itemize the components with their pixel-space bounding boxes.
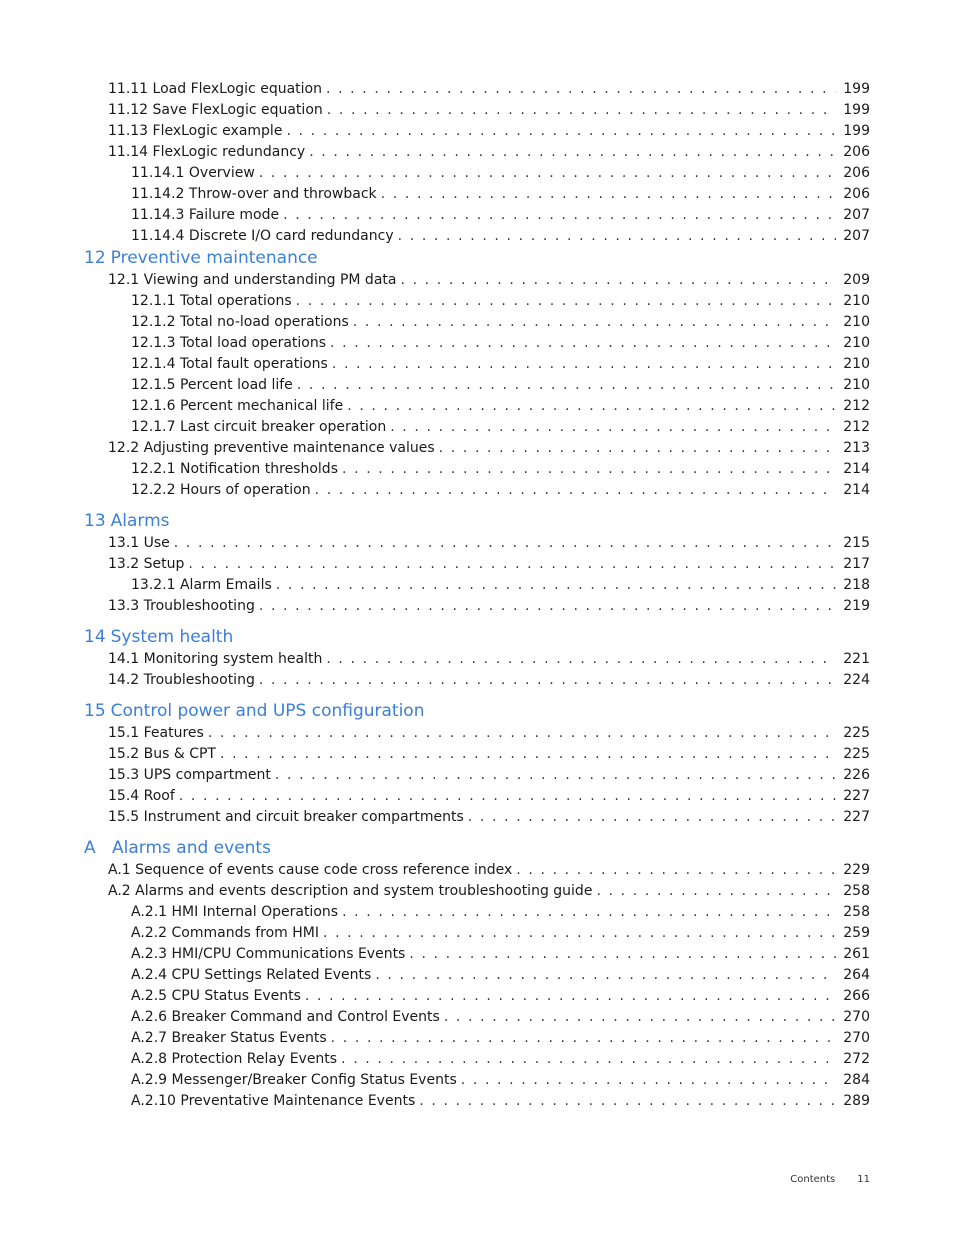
toc-entry-label: 11.14.2 Throw-over and throwback	[131, 186, 377, 202]
toc-entry-page-number: 218	[843, 577, 870, 593]
dot-leader	[419, 1091, 836, 1112]
dot-leader	[188, 554, 836, 575]
toc-entry-label: 11.14.3 Failure mode	[131, 207, 280, 223]
toc-entry-label: 12.1 Viewing and understanding PM data	[108, 272, 397, 288]
chapter-heading[interactable]	[84, 247, 870, 270]
toc-entry-page-number: 221	[843, 651, 870, 667]
toc-entry-label: 11.14.4 Discrete I/O card redundancy	[131, 228, 394, 244]
dot-leader	[331, 1028, 836, 1049]
toc-entry-label: 11.11 Load FlexLogic equation	[108, 81, 322, 97]
toc-entry[interactable]	[84, 121, 870, 142]
dot-leader	[409, 944, 836, 965]
toc-entry-label: A.2.5 CPU Status Events	[131, 988, 301, 1004]
toc-entry[interactable]	[84, 438, 870, 459]
toc-entry-page-number: 266	[843, 988, 870, 1004]
footer-section-label: Contents	[790, 1174, 836, 1185]
toc-chapter	[84, 247, 870, 501]
toc-entry[interactable]	[84, 1028, 870, 1049]
toc-entry-label: 12.2.1 Notification thresholds	[131, 461, 338, 477]
dot-leader	[461, 1070, 836, 1091]
dot-leader	[342, 459, 836, 480]
dot-leader	[596, 881, 836, 902]
toc-entry-page-number: 289	[843, 1093, 870, 1109]
toc-entry[interactable]	[84, 270, 870, 291]
toc-chapters	[84, 247, 870, 1112]
toc-entry-page-number: 214	[843, 461, 870, 477]
toc-entry-label: A.2.7 Breaker Status Events	[131, 1030, 327, 1046]
toc-entry-label: A.1 Sequence of events cause code cross reference index	[108, 862, 513, 878]
toc-entry-page-number: 199	[843, 123, 870, 139]
dot-leader	[208, 723, 836, 744]
toc-entry[interactable]	[84, 881, 870, 902]
dot-leader	[439, 438, 836, 459]
toc-entry-page-number: 219	[843, 598, 870, 614]
dot-leader	[326, 79, 836, 100]
toc-entry-page-number: 259	[843, 925, 870, 941]
toc-entry[interactable]	[84, 375, 870, 396]
toc-entry-page-number: 258	[843, 883, 870, 899]
toc-entry-label: 11.14 FlexLogic redundancy	[108, 144, 306, 160]
toc-continued-section	[84, 79, 870, 247]
toc-entry-label: 13.2.1 Alarm Emails	[131, 577, 272, 593]
toc-entry-label: 15.3 UPS compartment	[108, 767, 271, 783]
toc-entry-label: A.2.8 Protection Relay Events	[131, 1051, 338, 1067]
toc-chapter	[84, 700, 870, 828]
dot-leader	[259, 163, 836, 184]
toc-entry-label: 12.1.2 Total no-load operations	[131, 314, 349, 330]
toc-entry-label: 12.2 Adjusting preventive maintenance values	[108, 440, 435, 456]
toc-entry-label: 14.1 Monitoring system health	[108, 651, 323, 667]
dot-leader	[259, 670, 836, 691]
toc-chapter	[84, 837, 870, 1112]
toc-entry[interactable]	[84, 986, 870, 1007]
toc-entry[interactable]	[84, 723, 870, 744]
dot-leader	[275, 765, 836, 786]
toc-entry-page-number: 217	[843, 556, 870, 572]
toc-entry-label: 13.1 Use	[108, 535, 170, 551]
toc-entry-page-number: 210	[843, 314, 870, 330]
dot-leader	[390, 417, 836, 438]
dot-leader	[330, 333, 836, 354]
toc-entry[interactable]	[84, 744, 870, 765]
dot-leader	[400, 270, 836, 291]
toc-entry[interactable]	[84, 1007, 870, 1028]
toc-entry-page-number: 213	[843, 440, 870, 456]
toc-entry[interactable]	[84, 396, 870, 417]
toc-entry-page-number: 210	[843, 356, 870, 372]
toc-entry-page-number: 199	[843, 81, 870, 97]
dot-leader	[347, 396, 836, 417]
toc-entry[interactable]	[84, 860, 870, 881]
toc-entry[interactable]	[84, 807, 870, 828]
toc-entry-label: A.2.3 HMI/CPU Communications Events	[131, 946, 406, 962]
toc-entry[interactable]	[84, 554, 870, 575]
toc-entry-label: 12.2.2 Hours of operation	[131, 482, 311, 498]
toc-entry-label: 11.14.1 Overview	[131, 165, 255, 181]
chapter-title: Control power and UPS configuration	[110, 701, 425, 721]
dot-leader	[326, 649, 836, 670]
chapter-number: 12	[84, 248, 106, 268]
dot-leader	[327, 100, 836, 121]
toc-entry[interactable]	[84, 1070, 870, 1091]
dot-leader	[283, 205, 836, 226]
toc-entry[interactable]	[84, 226, 870, 247]
toc-entry-page-number: 207	[843, 228, 870, 244]
toc-entry-label: 15.4 Roof	[108, 788, 175, 804]
toc-entry[interactable]	[84, 163, 870, 184]
toc-entry-page-number: 226	[843, 767, 870, 783]
toc-entry-page-number: 207	[843, 207, 870, 223]
toc-entry-page-number: 212	[843, 398, 870, 414]
toc-entry[interactable]	[84, 670, 870, 691]
dot-leader	[323, 923, 836, 944]
toc-entry-page-number: 261	[843, 946, 870, 962]
dot-leader	[381, 184, 836, 205]
dot-leader	[305, 986, 836, 1007]
toc-entry-page-number: 206	[843, 186, 870, 202]
toc-entry[interactable]	[84, 596, 870, 617]
toc-entry[interactable]	[84, 923, 870, 944]
chapter-heading[interactable]	[84, 700, 870, 723]
toc-entry[interactable]	[84, 100, 870, 121]
toc-entry-page-number: 258	[843, 904, 870, 920]
dot-leader	[286, 121, 836, 142]
page-footer	[790, 1174, 870, 1185]
chapter-number: A	[84, 838, 96, 858]
toc-entry[interactable]	[84, 533, 870, 554]
dot-leader	[174, 533, 836, 554]
dot-leader	[297, 375, 836, 396]
footer-page-number: 11	[857, 1174, 870, 1185]
toc-entry-page-number: 284	[843, 1072, 870, 1088]
toc-entry[interactable]	[84, 184, 870, 205]
toc-entry-label: 15.1 Features	[108, 725, 204, 741]
chapter-heading[interactable]	[84, 626, 870, 649]
toc-entry-label: 15.2 Bus & CPT	[108, 746, 216, 762]
toc-entry[interactable]	[84, 142, 870, 163]
toc-entry-page-number: 225	[843, 746, 870, 762]
toc-entry-page-number: 199	[843, 102, 870, 118]
toc-entry-page-number: 206	[843, 144, 870, 160]
toc-entry[interactable]	[84, 765, 870, 786]
toc-entry-label: 12.1.7 Last circuit breaker operation	[131, 419, 387, 435]
toc-entry[interactable]	[84, 649, 870, 670]
toc-entry[interactable]	[84, 965, 870, 986]
chapter-number: 15	[84, 701, 106, 721]
toc-entry[interactable]	[84, 944, 870, 965]
toc-entry-label: 15.5 Instrument and circuit breaker compartments	[108, 809, 464, 825]
chapter-number: 13	[84, 511, 106, 531]
toc-entry-label: 13.3 Troubleshooting	[108, 598, 255, 614]
toc-entry[interactable]	[84, 79, 870, 100]
toc-entry-page-number: 270	[843, 1030, 870, 1046]
toc-entry-label: 12.1.3 Total load operations	[131, 335, 327, 351]
toc-entry[interactable]	[84, 1091, 870, 1112]
chapter-heading[interactable]	[84, 510, 870, 533]
toc-entry-page-number: 209	[843, 272, 870, 288]
toc-entry[interactable]	[84, 205, 870, 226]
toc-entry-page-number: 224	[843, 672, 870, 688]
chapter-title: Alarms	[110, 511, 170, 531]
toc-entry-label: A.2.4 CPU Settings Related Events	[131, 967, 372, 983]
toc-entry[interactable]	[84, 291, 870, 312]
chapter-title: Alarms and events	[112, 838, 271, 858]
toc-entry-page-number: 206	[843, 165, 870, 181]
dot-leader	[179, 786, 836, 807]
toc-entry-label: A.2.1 HMI Internal Operations	[131, 904, 339, 920]
dot-leader	[398, 226, 836, 247]
toc-entry-page-number: 210	[843, 335, 870, 351]
dot-leader	[342, 902, 836, 923]
dot-leader	[516, 860, 836, 881]
toc-entry-page-number: 227	[843, 809, 870, 825]
toc-entry-page-number: 270	[843, 1009, 870, 1025]
toc-entry-label: A.2.6 Breaker Command and Control Events	[131, 1009, 440, 1025]
toc-entry-page-number: 272	[843, 1051, 870, 1067]
toc-entry[interactable]	[84, 786, 870, 807]
toc-entry[interactable]	[84, 1049, 870, 1070]
dot-leader	[220, 744, 836, 765]
dot-leader	[332, 354, 836, 375]
dot-leader	[276, 575, 836, 596]
toc-entry-label: A.2.10 Preventative Maintenance Events	[131, 1093, 416, 1109]
toc-entry[interactable]	[84, 333, 870, 354]
dot-leader	[468, 807, 836, 828]
toc-entry-label: 11.12 Save FlexLogic equation	[108, 102, 323, 118]
toc-entry[interactable]	[84, 417, 870, 438]
toc-entry-label: A.2 Alarms and events description and system troubleshooting guide	[108, 883, 593, 899]
toc-entry-page-number: 264	[843, 967, 870, 983]
toc-entry-page-number: 210	[843, 293, 870, 309]
dot-leader	[315, 480, 836, 501]
chapter-number: 14	[84, 627, 106, 647]
dot-leader	[341, 1049, 836, 1070]
toc-entry-label: 11.13 FlexLogic example	[108, 123, 283, 139]
toc-entry-page-number: 229	[843, 862, 870, 878]
toc-entry-page-number: 214	[843, 482, 870, 498]
toc-entry[interactable]	[84, 575, 870, 596]
toc-entry[interactable]	[84, 902, 870, 923]
toc-entry-page-number: 212	[843, 419, 870, 435]
dot-leader	[259, 596, 836, 617]
toc-entry[interactable]	[84, 480, 870, 501]
chapter-title: System health	[110, 627, 234, 647]
toc-entry-label: 13.2 Setup	[108, 556, 185, 572]
table-of-contents	[84, 79, 870, 1112]
toc-entry-page-number: 227	[843, 788, 870, 804]
toc-entry-page-number: 210	[843, 377, 870, 393]
toc-entry-label: 12.1.5 Percent load life	[131, 377, 293, 393]
toc-entry-label: 12.1.4 Total fault operations	[131, 356, 328, 372]
toc-entry-label: 14.2 Troubleshooting	[108, 672, 255, 688]
toc-entry-label: A.2.2 Commands from HMI	[131, 925, 319, 941]
dot-leader	[353, 312, 836, 333]
dot-leader	[375, 965, 836, 986]
chapter-heading[interactable]	[84, 837, 870, 860]
dot-leader	[309, 142, 836, 163]
toc-entry-page-number: 225	[843, 725, 870, 741]
toc-chapter	[84, 510, 870, 617]
toc-entry-page-number: 215	[843, 535, 870, 551]
toc-entry-label: 12.1.6 Percent mechanical life	[131, 398, 344, 414]
dot-leader	[444, 1007, 836, 1028]
toc-entry-label: 12.1.1 Total operations	[131, 293, 292, 309]
dot-leader	[296, 291, 836, 312]
toc-entry-label: A.2.9 Messenger/Breaker Config Status Events	[131, 1072, 457, 1088]
chapter-title: Preventive maintenance	[110, 248, 318, 268]
toc-entry[interactable]	[84, 459, 870, 480]
toc-entry[interactable]	[84, 312, 870, 333]
toc-entry[interactable]	[84, 354, 870, 375]
toc-chapter	[84, 626, 870, 691]
